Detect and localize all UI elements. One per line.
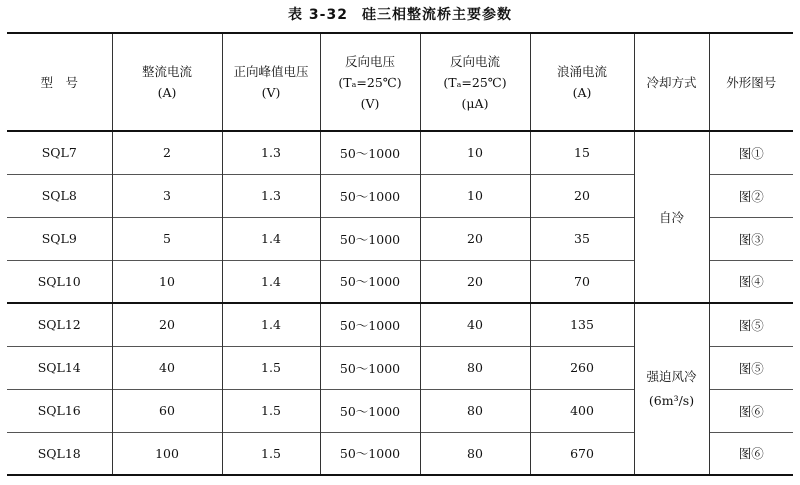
cell-current: 10 [112,260,222,303]
cell-peak-voltage: 1.4 [222,303,320,346]
cell-surge-current: 35 [530,217,634,260]
cell-reverse-voltage: 50～1000 [320,174,420,217]
cell-surge-current: 15 [530,131,634,174]
cell-current: 3 [112,174,222,217]
cell-peak-voltage: 1.5 [222,432,320,475]
cell-reverse-voltage: 50～1000 [320,131,420,174]
cell-cooling-forced: 强迫风冷 (6m³/s) [634,303,709,475]
spec-table [7,32,793,476]
cell-model: SQL7 [7,131,112,174]
cell-current: 5 [112,217,222,260]
table-row [7,131,793,174]
cell-reverse-current: 10 [420,131,530,174]
cell-current: 2 [112,131,222,174]
cell-model: SQL8 [7,174,112,217]
header-reverse-voltage: 反向电压 (Tₐ=25℃) (V) [320,33,420,131]
cell-reverse-voltage: 50～1000 [320,303,420,346]
cell-model: SQL18 [7,432,112,475]
header-outline: 外形图号 [709,33,793,131]
table-caption [0,4,800,24]
cell-outline: 图③ [709,217,793,260]
cell-peak-voltage: 1.4 [222,260,320,303]
cell-peak-voltage: 1.5 [222,346,320,389]
cell-reverse-current: 80 [420,389,530,432]
cell-model: SQL9 [7,217,112,260]
cell-current: 20 [112,303,222,346]
cell-reverse-voltage: 50～1000 [320,432,420,475]
header-row [7,33,793,131]
cell-reverse-current: 80 [420,346,530,389]
cell-reverse-current: 10 [420,174,530,217]
cell-outline: 图⑤ [709,346,793,389]
cell-cooling-natural: 自冷 [634,131,709,303]
cell-current: 40 [112,346,222,389]
cell-outline: 图⑥ [709,389,793,432]
cell-reverse-current: 20 [420,260,530,303]
cell-model: SQL10 [7,260,112,303]
header-cooling: 冷却方式 [634,33,709,131]
cell-surge-current: 70 [530,260,634,303]
cell-peak-voltage: 1.3 [222,174,320,217]
cell-outline: 图② [709,174,793,217]
cell-outline: 图⑤ [709,303,793,346]
cell-peak-voltage: 1.3 [222,131,320,174]
table-title: 硅三相整流桥主要参数 [361,7,512,23]
cell-reverse-current: 20 [420,217,530,260]
cell-outline: 图⑥ [709,432,793,475]
cell-current: 100 [112,432,222,475]
table-row [7,303,793,346]
header-surge-current: 浪涌电流 (A) [530,33,634,131]
cell-surge-current: 400 [530,389,634,432]
cell-surge-current: 670 [530,432,634,475]
cell-model: SQL14 [7,346,112,389]
cell-current: 60 [112,389,222,432]
cell-outline: 图④ [709,260,793,303]
cell-surge-current: 20 [530,174,634,217]
cell-reverse-current: 40 [420,303,530,346]
cell-surge-current: 135 [530,303,634,346]
header-peak-voltage: 正向峰值电压 (V) [222,33,320,131]
cell-peak-voltage: 1.5 [222,389,320,432]
cell-model: SQL12 [7,303,112,346]
cell-outline: 图① [709,131,793,174]
cell-reverse-voltage: 50～1000 [320,389,420,432]
cell-surge-current: 260 [530,346,634,389]
cell-reverse-current: 80 [420,432,530,475]
cell-peak-voltage: 1.4 [222,217,320,260]
header-reverse-current: 反向电流 (Tₐ=25℃) (μA) [420,33,530,131]
header-rect-current: 整流电流 (A) [112,33,222,131]
cell-reverse-voltage: 50～1000 [320,217,420,260]
cell-model: SQL16 [7,389,112,432]
header-model: 型 号 [7,33,112,131]
table-number: 表 3-32 [288,7,348,23]
cell-reverse-voltage: 50～1000 [320,260,420,303]
cell-reverse-voltage: 50～1000 [320,346,420,389]
